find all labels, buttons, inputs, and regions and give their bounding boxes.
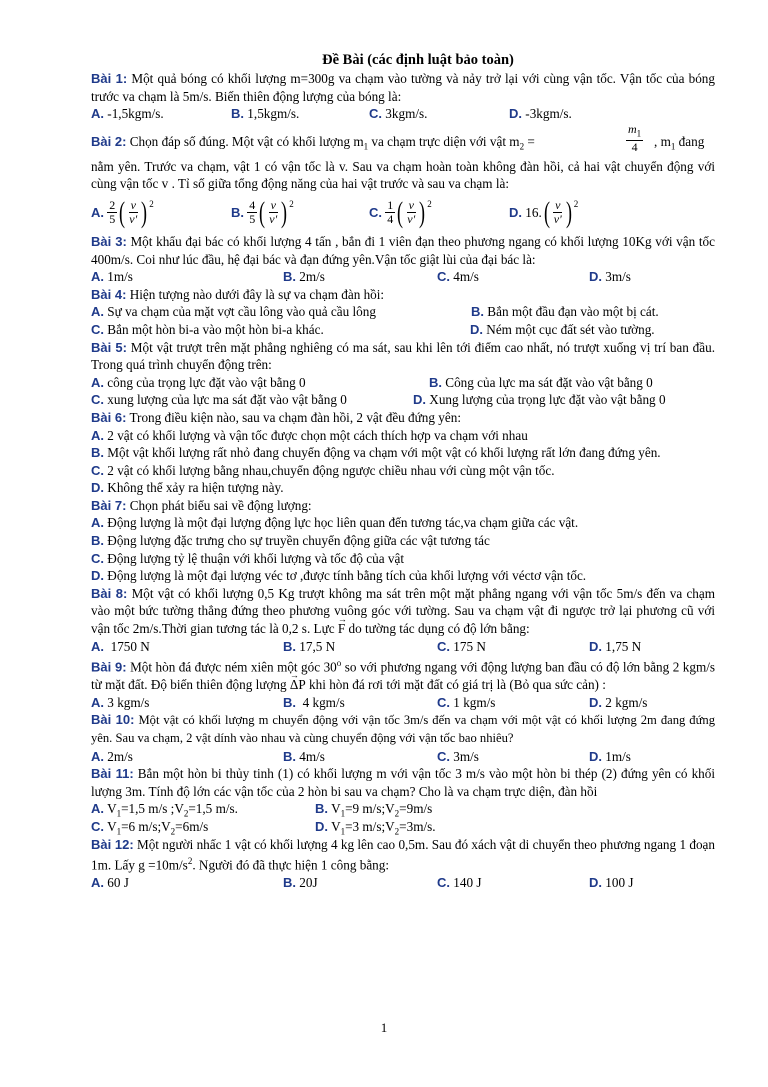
- option-letter: A.: [91, 427, 104, 443]
- question-label: Bài 2:: [91, 133, 127, 149]
- option-letter: B.: [283, 269, 296, 285]
- question-text: do tường tác dụng có độ lớn bằng:: [348, 621, 530, 637]
- page-title: Đề Bài (các định luật bảo toàn): [322, 52, 514, 68]
- question-label: Bài 7:: [91, 497, 127, 513]
- question-10-options: [91, 748, 715, 766]
- mass-fraction: [626, 123, 643, 154]
- option-letter: A.: [91, 638, 104, 654]
- option-text: Động lượng đặc trưng cho sự truyền chuyển động giữa các vật tương tác: [107, 533, 490, 549]
- option-text: 1m/s: [605, 748, 631, 764]
- question-7: [91, 497, 715, 515]
- option-letter: A.: [91, 748, 104, 764]
- option-letter: A.: [91, 374, 104, 390]
- fraction-denominator: 4: [387, 212, 394, 227]
- question-6-option-d: [91, 479, 715, 497]
- option-text: 4m/s: [453, 269, 479, 285]
- fraction-numerator: v: [408, 198, 414, 213]
- option-text: Ném một cục đất sét vào tường.: [486, 321, 655, 337]
- fraction-numerator: 1: [387, 198, 394, 213]
- option-letter: D.: [589, 638, 602, 654]
- question-text: Trong điều kiện nào, sau va chạm đàn hồi, 2 vật đều đứng yên:: [129, 409, 461, 425]
- question-text: Bắn một hòn bi thủy tinh (1) có khối lượng m với vận tốc 3 m/s vào một hòn bi thép (2) đứng yên có khối lượng 3m. Tính độ lớn các vận tốc của 2 hòn bi sau va chạm? Cho là va chạm trực diện, đàn hồi: [91, 766, 716, 799]
- option-text: Sự va chạm của mặt vợt cầu lông vào quả cầu lông: [107, 304, 376, 320]
- question-label: Bài 11:: [91, 766, 134, 782]
- option-text: =1,5 m/s.: [188, 801, 238, 817]
- option-text: =9 m/s;V: [345, 801, 395, 817]
- option-letter: A.: [91, 269, 104, 285]
- option-letter: B.: [315, 801, 328, 817]
- option-letter: B.: [283, 748, 296, 764]
- option-letter: D.: [589, 694, 602, 710]
- exponent: 2: [427, 199, 432, 210]
- subscript: 1: [363, 141, 369, 152]
- option-text: =3 m/s;V: [345, 818, 395, 834]
- question-label: Bài 9:: [91, 659, 127, 675]
- option-text: 60 J: [107, 875, 129, 891]
- option-letter: C.: [437, 748, 450, 764]
- exponent: 2: [573, 199, 579, 210]
- option-text: 100 J: [605, 875, 634, 891]
- subscript: 1: [116, 809, 122, 819]
- option-text: 4 kgm/s: [302, 694, 345, 710]
- question-1: [91, 70, 715, 105]
- question-text: Chọn đáp số đúng. Một vật có khối lượng m: [129, 133, 364, 149]
- option-text: Công của lực ma sát đặt vào vật bằng 0: [445, 374, 653, 390]
- question-7-option-b: [91, 532, 715, 550]
- fraction-denominator: v': [407, 212, 416, 227]
- question-9-options: [91, 694, 715, 712]
- option-letter: D.: [470, 321, 483, 337]
- option-letter: A.: [91, 304, 104, 320]
- velocity-symbol: V: [331, 801, 341, 817]
- option-text: Bắn một hòn bi-a vào một hòn bi-a khác.: [107, 321, 324, 337]
- option-letter: D.: [91, 480, 104, 496]
- option-text: Không thể xảy ra hiện tượng này.: [107, 480, 284, 496]
- question-6-option-b: [91, 444, 715, 462]
- option-text: 1,5kgm/s.: [247, 106, 300, 122]
- question-text: khi hòn đá rơi tới mặt đất có giá trị là (Bỏ qua sức cản) :: [309, 677, 606, 693]
- option-text: 3m/s: [605, 269, 631, 285]
- option-text: 4m/s: [299, 748, 325, 764]
- option-text: 3m/s: [453, 748, 479, 764]
- option-letter: D.: [91, 568, 104, 584]
- option-letter: D.: [589, 748, 602, 764]
- option-text: =9m/s: [399, 801, 433, 817]
- degree-sign: o: [336, 658, 342, 669]
- option-letter: B.: [429, 374, 442, 390]
- subscript: 1: [116, 826, 122, 837]
- option-letter: A.: [91, 694, 104, 710]
- option-letter: A.: [91, 875, 104, 891]
- question-8-options: [91, 638, 715, 656]
- question-12: [91, 836, 715, 875]
- option-text: Một vật khối lượng rất nhỏ đang chuyển động va chạm với một vật có khối lượng rất lớn đang đứng yên.: [107, 445, 661, 461]
- question-text: Một người nhấc 1 vật có khối lượng 4 kg lên cao 0,5m. Sau đó xách vật di chuyển theo phương ngang 1 đoạn 1m. Lấy g =10m/s: [91, 836, 715, 873]
- question-text: , m: [654, 133, 671, 149]
- subscript: 2: [170, 826, 176, 837]
- option-letter: B.: [91, 533, 104, 549]
- question-label: Bài 3:: [91, 233, 127, 249]
- question-label: Bài 4:: [91, 286, 127, 302]
- question-label: Bài 12:: [91, 836, 134, 852]
- force-vector: → F: [338, 620, 345, 638]
- option-text: 1 kgm/s: [453, 694, 496, 710]
- fraction-denominator: v': [553, 212, 562, 227]
- fraction-denominator: v': [129, 212, 138, 227]
- question-text: so với phương ngang với động lượng ban đầu có độ lớn bằng 2 kgm/s từ mặt đất. Độ biến thiên động lượng: [91, 659, 716, 693]
- option-text: 1750 N: [110, 638, 150, 654]
- option-text: công của trọng lực đặt vào vật bằng 0: [107, 374, 306, 390]
- option-text: 140 J: [453, 875, 482, 891]
- option-letter: C.: [91, 321, 104, 337]
- option-letter: C.: [91, 818, 104, 834]
- question-7-option-a: [91, 514, 715, 532]
- fraction-numerator: v: [270, 198, 276, 213]
- question-text: Một vật có khối lượng 0,5 Kg trượt không ma sát trên một mặt phẳng ngang với vận tốc 5m/s đến va chạm vào một bức tường thẳng đứng theo phương vuông góc với tường. Sau va chạm vật đi ngược trở lại phương cũ với vận tốc 2m/s.Thời gian tương tác là 0,2 s. Lực: [91, 585, 716, 637]
- question-label: Bài 5:: [91, 339, 127, 355]
- document-page: [91, 50, 715, 892]
- option-letter: A.: [91, 106, 104, 122]
- question-4: [91, 286, 715, 304]
- subscript: 2: [394, 809, 400, 819]
- question-9: [91, 655, 715, 694]
- question-text: đang: [678, 133, 705, 149]
- option-text: -1,5kgm/s.: [107, 106, 164, 122]
- option-letter: D.: [509, 106, 522, 122]
- option-text: Động lượng là một đại lượng véc tơ ,được tính bằng tích của khối lượng với véctơ vận tốc.: [107, 568, 587, 584]
- question-8: [91, 585, 715, 638]
- question-6-option-a: [91, 427, 715, 445]
- question-4-options-row-1: [91, 303, 715, 321]
- option-text: 1m/s: [107, 269, 133, 285]
- question-2: [91, 158, 715, 193]
- question-text: va chạm trực diện với vật m: [371, 133, 520, 149]
- fraction-numerator: 2: [109, 198, 116, 213]
- velocity-symbol: V: [107, 801, 117, 817]
- option-letter: C.: [437, 875, 450, 891]
- fraction-numerator: 4: [249, 198, 256, 213]
- subscript: 2: [394, 826, 400, 837]
- question-text: Hiện tượng nào dưới đây là sự va chạm đàn hồi:: [129, 286, 385, 302]
- option-letter: B.: [91, 445, 104, 461]
- question-text: nằm yên. Trước va chạm, vật 1 có vận tốc là v. Sau va chạm hoàn toàn không đàn hồi, cả hai vật chuyển động với cùng vận tốc v . Tỉ số giữa tổng động năng của hai vật trước và sau va chạm là:: [91, 158, 715, 192]
- coefficient: 16.: [525, 205, 542, 221]
- question-11: [91, 765, 715, 800]
- question-6: [91, 409, 715, 427]
- option-text: xung lượng của lực ma sát đặt vào vật bằng 0: [107, 392, 347, 408]
- option-text: 2 vật có khối lượng bằng nhau,chuyển động ngược chiều nhau với cùng một vận tốc.: [107, 462, 555, 478]
- option-text: 175 N: [453, 638, 486, 654]
- fraction-denominator: 5: [109, 212, 116, 227]
- option-text: 2 vật có khối lượng và vận tốc được chọn một cách thích hợp va chạm với nhau: [107, 427, 528, 443]
- subscript: 2: [519, 141, 525, 152]
- momentum-change-vector: → ΔP: [290, 676, 306, 694]
- fraction-denominator: v': [269, 212, 278, 227]
- question-text: Chọn phát biểu sai về động lượng:: [129, 497, 312, 513]
- question-label: Bài 1:: [91, 71, 128, 86]
- option-letter: B.: [231, 205, 244, 221]
- option-text: 3 kgm/s: [107, 694, 150, 710]
- question-12-options: [91, 874, 715, 892]
- fraction-numerator: v: [130, 198, 136, 213]
- option-letter: B.: [283, 638, 296, 654]
- question-11-options-row-1: [91, 800, 715, 818]
- option-text: 1,75 N: [605, 638, 642, 654]
- exponent: 2: [187, 856, 193, 867]
- question-11-options-row-2: [91, 818, 715, 836]
- subscript: 1: [636, 128, 642, 139]
- subscript: 1: [340, 826, 346, 837]
- question-10: [91, 711, 715, 747]
- velocity-symbol: V: [107, 818, 117, 834]
- fraction-numerator: m: [628, 121, 637, 136]
- option-letter: C.: [91, 392, 104, 408]
- question-text: Một khẩu đại bác có khối lượng 4 tấn , bắn đi 1 viên đạn theo phương ngang có khối lượng 10Kg với vận tốc 400m/s. Coi như lúc đầu, hệ đại bác và đạn đứng yên.Vận tốc giật lùi của đại bác là:: [91, 233, 716, 267]
- option-text: 20J: [299, 875, 318, 891]
- question-7-option-c: [91, 550, 715, 568]
- fraction-denominator: 5: [249, 212, 256, 227]
- question-1-options: [91, 105, 715, 123]
- option-text: Bắn một đầu đạn vào một bị cát.: [487, 304, 659, 320]
- option-text: Động lượng tỷ lệ thuận với khối lượng và tốc độ của vật: [107, 550, 405, 566]
- option-text: 2m/s: [107, 748, 133, 764]
- question-label: Bài 8:: [91, 585, 128, 601]
- question-text: . Người đó đã thực hiện 1 công bằng:: [192, 857, 390, 873]
- option-letter: A.: [91, 515, 104, 531]
- subscript: 2: [183, 809, 189, 819]
- option-text: =6 m/s;V: [121, 818, 171, 834]
- option-letter: C.: [91, 550, 104, 566]
- option-text: -3kgm/s.: [525, 106, 572, 122]
- option-letter: D.: [589, 269, 602, 285]
- option-text: 3kgm/s.: [385, 106, 428, 122]
- option-letter: C.: [91, 462, 104, 478]
- option-letter: C.: [369, 106, 382, 122]
- question-3-options: [91, 268, 715, 286]
- option-letter: C.: [437, 269, 450, 285]
- question-text: Một hòn đá được ném xiên một góc 30: [130, 659, 337, 675]
- question-6-option-c: [91, 462, 715, 480]
- option-letter: C.: [437, 638, 450, 654]
- option-text: 2m/s: [299, 269, 325, 285]
- fraction-numerator: v: [555, 198, 561, 213]
- exponent: 2: [289, 199, 294, 210]
- question-text: Một quả bóng có khối lượng m=300g va chạm vào tường và nảy trở lại với cùng vận tốc. Vận tốc của bóng trước va chạm là 5m/s. Biến thiên động lượng của bóng là:: [91, 71, 715, 104]
- question-text: Một vật trượt trên mặt phẳng nghiêng có ma sát, sau khi lên tới điểm cao nhất, nó trượt xuống vị trí ban đầu. Trong quá trình chuyển động trên:: [91, 339, 716, 373]
- velocity-symbol: V: [331, 818, 341, 834]
- option-letter: A.: [91, 801, 104, 817]
- option-letter: B.: [283, 875, 296, 891]
- option-letter: D.: [589, 875, 602, 891]
- option-text: Xung lượng của trọng lực đặt vào vật bằng 0: [429, 392, 666, 408]
- option-letter: B.: [471, 304, 484, 320]
- option-letter: D.: [413, 392, 426, 408]
- question-3: [91, 233, 715, 268]
- option-text: 17,5 N: [299, 638, 336, 654]
- page-number: 1: [380, 1020, 388, 1035]
- question-5: [91, 339, 715, 374]
- option-text: Động lượng là một đại lượng động lực học liên quan đến tương tác,va chạm giữa các vật.: [107, 515, 579, 531]
- option-letter: D.: [315, 818, 328, 834]
- question-7-option-d: [91, 567, 715, 585]
- question-text: Một vật có khối lượng m chuyển động với vận tốc 3m/s đến va chạm với một vật có khối lượng 2m đang đứng yên. Sau va chạm, 2 vật dính vào nhau và cùng chuyển động với vận tốc bao nhiêu?: [91, 713, 715, 745]
- subscript: 1: [670, 141, 676, 152]
- equals-sign: =: [527, 133, 535, 149]
- option-text: =1,5 m/s ;V: [121, 801, 184, 817]
- question-label: Bài 6:: [91, 409, 127, 425]
- option-letter: D.: [509, 205, 522, 221]
- question-4-options-row-2: [91, 321, 715, 339]
- fraction-denominator: 4: [631, 140, 638, 155]
- exponent: 2: [149, 199, 154, 210]
- option-letter: C.: [437, 694, 450, 710]
- subscript: 1: [340, 809, 346, 819]
- option-text: =6m/s: [175, 818, 209, 834]
- option-letter: B.: [283, 694, 296, 710]
- option-letter: A.: [91, 205, 104, 221]
- question-2-options: A. $\frac{2}{5}$ ( $\frac{v}{v'}$ ) 2 B. $\frac{4}{5}$ ( $\frac{v}{v'}$ ) 2 C. $\frac{1}{4}$ ( $\frac{v}{v'}$ ) 2 D. 16. ( $\frac{v}{v'}$ ) 2: [91, 195, 579, 229]
- option-text: 2 kgm/s: [605, 694, 648, 710]
- question-label: Bài 10:: [91, 712, 135, 728]
- option-letter: C.: [369, 205, 382, 221]
- question-5-options-row-2: [91, 391, 715, 409]
- question-5-options-row-1: [91, 374, 715, 392]
- question-2-first-line: [91, 123, 715, 159]
- option-letter: B.: [231, 106, 244, 122]
- option-text: =3m/s.: [399, 818, 436, 834]
